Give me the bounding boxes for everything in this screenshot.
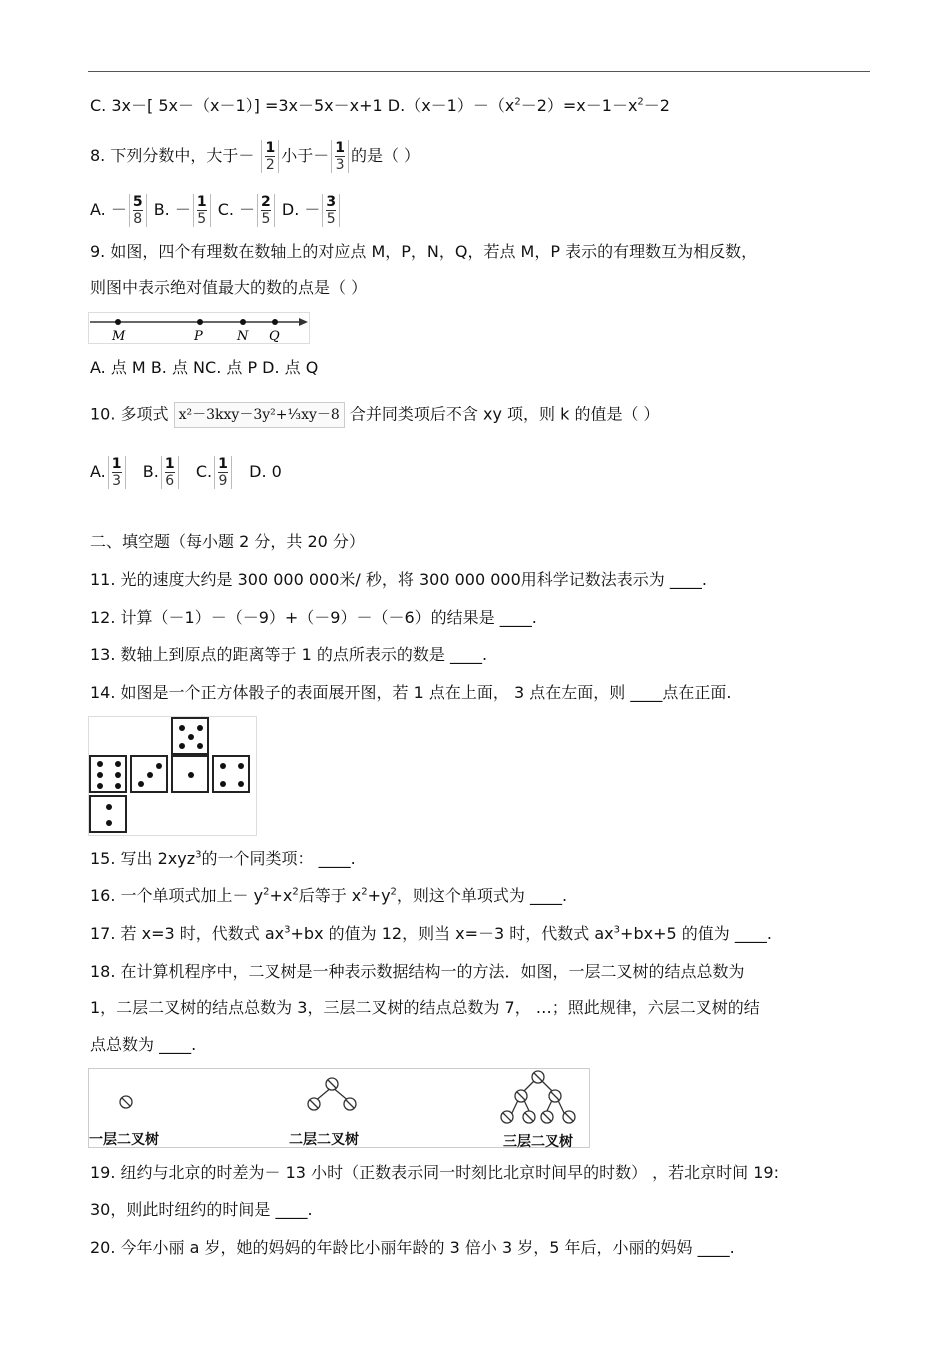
section-2-heading: 二、填空题（每小题 2 分，共 20 分） — [90, 532, 365, 551]
fraction: $\frac{1}{3}$ — [331, 140, 349, 173]
binary-tree-figure — [88, 1068, 590, 1148]
question-19-continued: 30，则此时纽约的时间是 ____. — [90, 1200, 313, 1219]
question-8: 8. 下列分数中，大于－ $\frac{1}{2}$ 小于－ $\frac{1}{3}$ 的是（ ） — [90, 140, 421, 173]
question-15: 15. 写出 2xyz$^3$的一个同类项： ____. — [90, 849, 356, 868]
question-9: 9. 如图，四个有理数在数轴上的对应点 M，P，N，Q，若点 M，P 表示的有理数互为相反数， — [90, 242, 758, 261]
tree-label-3: 三层二叉树 — [503, 1134, 573, 1150]
question-10-options: A. $\frac{1}{3}$ B. $\frac{1}{6}$ C. $\frac{1}{9}$ D. 0 — [90, 456, 282, 489]
question-12: 12. 计算（－1）－（－9）+（－9）－（－6）的结果是 ____. — [90, 608, 537, 627]
question-9-continued: 则图中表示绝对值最大的数的点是（ ） — [90, 278, 368, 297]
point-q: Q — [269, 329, 280, 344]
question-10: 10. 多项式 x²－3kxy－3y²+⅓xy－8 合并同类项后不含 xy 项，则 k 的值是（ ） — [90, 402, 660, 428]
point-p: P — [194, 329, 203, 344]
header-rule — [88, 71, 870, 72]
question-18-end: 点总数为 ____. — [90, 1035, 197, 1054]
point-m: M — [112, 329, 126, 344]
tree-label-2: 二层二叉树 — [289, 1132, 359, 1148]
question-13: 13. 数轴上到原点的距离等于 1 的点所表示的数是 ____. — [90, 645, 488, 664]
question-11: 11. 光的速度大约是 300 000 000米/ 秒，将 300 000 000用科学记数法表示为 ____. — [90, 570, 707, 589]
q7-options: C. 3x－[ 5x－（x－1）] =3x－5x－x+1 $D.(x-1)-(x^2-2)=x-1-x^2-2$ — [90, 96, 670, 115]
question-17: 17. 若 x=3 时，代数式 $ax^3+bx$ 的值为 12，则当 x=－3 时，代数式 $ax^3+bx+5$ 的值为 ____. — [90, 924, 772, 943]
question-8-options: A. － $\frac{5}{8}$ B. － $\frac{1}{5}$ C. － $\frac{2}{5}$ D. － $\frac{3}{5}$ — [90, 194, 342, 227]
question-18: 18. 在计算机程序中，二叉树是一种表示数据结构一的方法．如图，一层二叉树的结点总数为 — [90, 962, 745, 981]
point-n: N — [237, 329, 249, 344]
polynomial-expression: x²－3kxy－3y²+⅓xy－8 — [174, 402, 345, 428]
question-16: 16. 一个单项式加上－ $y^2+x^2$后等于 $x^2+y^2$，则这个单项式为 ____. — [90, 886, 568, 905]
dice-net-figure — [88, 716, 257, 836]
number-line-figure — [88, 312, 310, 344]
question-20: 20. 今年小丽 a 岁，她的妈妈的年龄比小丽年龄的 3 倍小 3 岁，5 年后，小丽的妈妈 ____. — [90, 1238, 735, 1257]
fraction: $\frac{1}{2}$ — [261, 140, 279, 173]
question-9-options: A. 点 M B. 点 NC. 点 P D. 点 Q — [90, 358, 319, 377]
question-18-continued: 1，二层二叉树的结点总数为 3，三层二叉树的结点总数为 7， …；照此规律，六层二叉树的结 — [90, 998, 760, 1017]
question-19: 19. 纽约与北京的时差为－ 13 小时（正数表示同一时刻比北京时间早的时数） ，若北京时间 19: — [90, 1163, 779, 1182]
tree-label-1: 一层二叉树 — [89, 1132, 159, 1148]
question-14: 14. 如图是一个正方体骰子的表面展开图，若 1 点在上面， 3 点在左面，则 ____点在正面. — [90, 683, 732, 702]
